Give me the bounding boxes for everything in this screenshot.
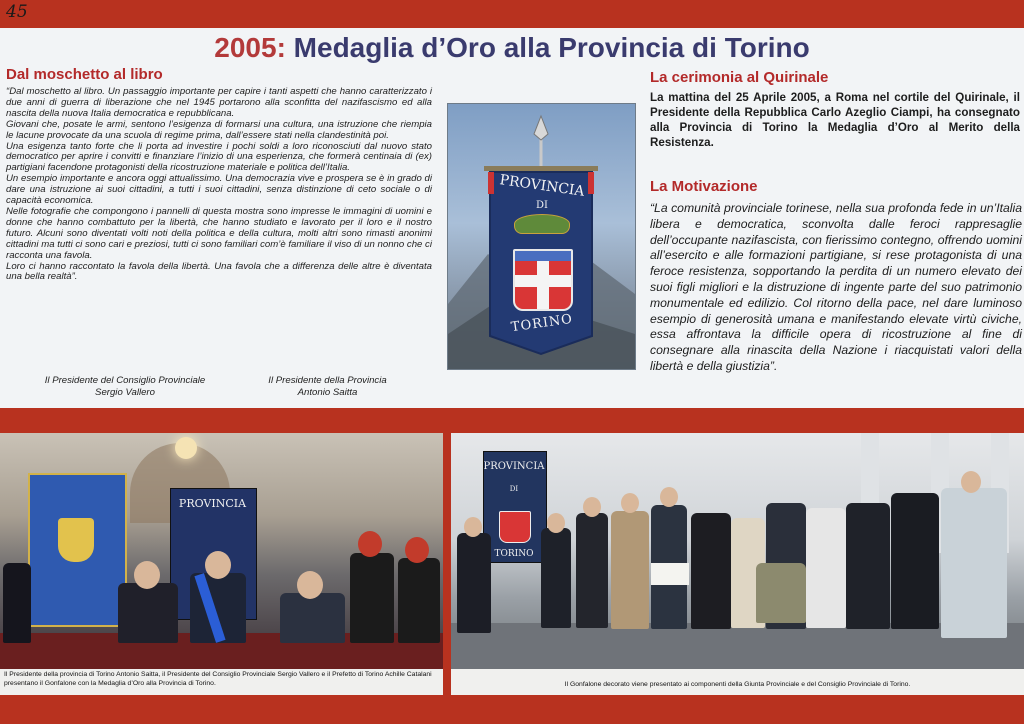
signature-role: Il Presidente del Consiglio Provinciale [44,375,206,386]
page-number: 45 [6,2,28,22]
document-paper [651,563,689,585]
signature-consiglio [20,375,230,399]
person [541,528,571,628]
signature-provincia [240,375,415,399]
person [756,563,806,623]
person [3,563,31,643]
paragraph: Un esempio importante e ancora oggi attualissimo. Una democrazia vive e prospera se è in grado di dare una istruzione ai suoi cittadini, a tutti i suoi cittadini, senza distinzione di ceto sociale o di capacità economica. [6,173,432,207]
person [576,513,608,628]
person-head [134,561,160,589]
person-head [660,487,678,507]
person [457,533,491,633]
left-body-text [6,87,432,283]
caption-right: Il Gonfalone decorato viene presentato ai componenti della Giunta Provinciale e del Consiglio Provinciale di Torino. [451,669,1024,695]
person [846,503,890,629]
banner-text-bottom: TORINO [510,311,574,336]
person-head [464,517,482,537]
person [350,553,394,643]
person-head [297,571,323,599]
banner-text-bottom: TORINO [494,549,534,559]
signature-role: Il Presidente della Provincia [268,375,387,386]
paragraph: Giovani che, posate le armi, sentono l’esigenza di formarsi una cultura, una istruzione che riempia le lacune provocate da una scuola di regime prima, dall’essere stati nella clandestinità poi. [6,118,432,141]
page-title [0,32,1024,64]
signature-name: Sergio Vallero [95,387,155,398]
banner-provincia-text: PROVINCIA [178,497,247,510]
motivazione-heading: La Motivazione [650,178,758,195]
banner-crest-icon [58,518,94,562]
person-head [358,531,382,557]
person-head [547,513,565,533]
paragraph: Nelle fotografie che compongono i pannelli di questa mostra sono impresse le immagini di uomini e donne che hanno combattuto per la libertà, che hanno studiato e lavorato per il loro e il nostro futuro. Alcuni sono diventati volti noti della politica e della cultura, molti altri sono rimasti anonimi cittadini ma tutti ci sono cari e preziosi, tutti ci sono familiari com’è familiare il viso di un nonno che ci racconta una favola. [6,205,432,261]
banner-text-top: PROVINCIA [483,461,545,472]
person [611,511,649,629]
left-heading: Dal moschetto al libro [6,66,163,83]
person [118,583,178,643]
person [691,513,731,629]
paragraph: Loro ci hanno raccontato la favola della libertà. Una favola che a differenza delle altre è diventata una bella realtà”. [6,260,432,283]
chandelier-icon [175,437,197,459]
person-head [205,551,231,579]
title-text: Medaglia d’Oro alla Provincia di Torino [285,32,810,63]
banner-text-middle: DI [509,485,519,493]
banner-text-top: PROVINCIA [498,172,586,200]
gonfalone-photo [447,103,636,370]
person [806,508,846,628]
person [941,488,1007,638]
cerimonia-text: La mattina del 25 Aprile 2005, a Roma nel cortile del Quirinale, il Presidente della Repubblica Carlo Azeglio Ciampi, ha consegnato alla Provincia di Torino la Medaglia d’Oro al Merito della Resistenza. [650,91,1020,149]
person-head [621,493,639,513]
signature-name: Antonio Saitta [297,387,358,398]
caption-left: Il Presidente della provincia di Torino Antonio Saitta, il Presidente del Consiglio Provinciale Sergio Vallero e il Prefetto di Torino Achille Catalani presentano il Gonfalone con la Medaglia d’Oro alla Provincia di Torino. [0,669,443,695]
person-head [961,471,981,493]
ceremony-photo-left [0,433,443,669]
ground [451,623,1024,669]
banner-text-middle: DI [536,200,548,211]
shield-icon [499,511,531,543]
person [891,493,939,629]
motivazione-text: “La comunità provinciale torinese, nella sua profonda fede in un’Italia libera e democratica, sconvolta dalle feroci rappresaglie dell’occupante nazifascista, con fierissimo contegno, offrendo uomini all’esercito e alle formazioni partigiane, si rese protagonista di una feroce resistenza, sopportando la perdita di un numero elevato dei suoi figli migliori e la distruzione di ingente parte del suo patrimonio monumentale ed edilizio. Col ritorno della pace, nel dare luminoso esempio di generosità umana e manifestando elevate virtù civiche, essa affrontava la difficile opera di ricostruzione al fine di consegnare alla rinascita della Nazione i riacquistati valori della libertà e della giustizia”. [650,201,1022,373]
person-head [405,537,429,563]
cerimonia-heading: La cerimonia al Quirinale [650,69,829,86]
person [398,558,440,643]
person-head [583,497,601,517]
person [280,593,345,643]
shield-icon [513,249,573,311]
ceremony-photo-right [451,433,1024,669]
paragraph: “Dal moschetto al libro. Un passaggio importante per capire i tanti aspetti che hanno caratterizzato i due anni di guerra di liberazione che nel 1945 portarono alla sconfitta del nazifascismo ed alla nascita della nuova Italia democratica e repubblicana. [6,86,432,119]
laurel-crown-icon [514,214,570,234]
paragraph: Una esigenza tanto forte che li porta ad investire i pochi soldi a loro riconosciuti dal nuovo stato democratico per aprire i convitti e finanziare l’inizio di una esperienza, che formerà centinaia di (ex) partigiani facendone protagonisti della ricostruzione materiale e politica dell’Italia. [6,140,432,174]
title-year: 2005: [214,32,286,63]
